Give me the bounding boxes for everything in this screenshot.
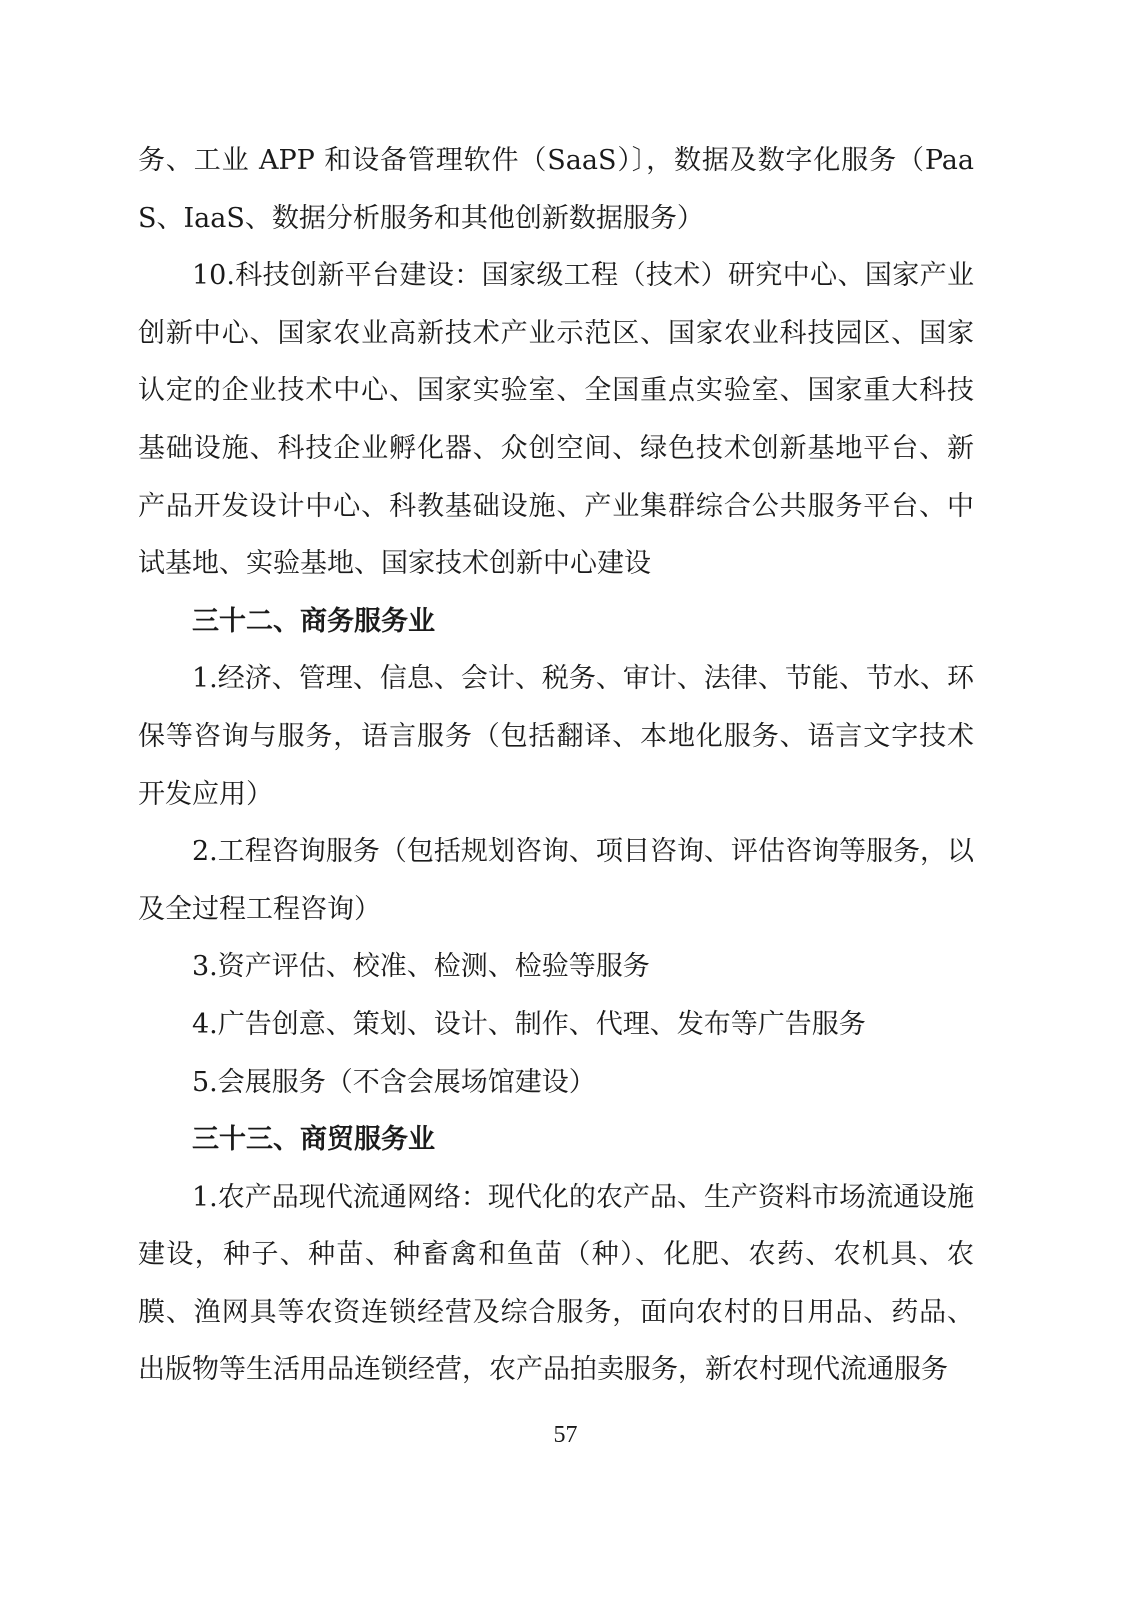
section-heading-trade-services: 三十三、商贸服务业 [192,1124,435,1156]
list-item-consulting-services: 1.经济、管理、信息、会计、税务、审计、法律、节能、节水、环保等咨询与服务，语言服务（包括翻译、本地化服务、语言文字技术开发应用） [138,663,974,810]
list-item-asset-appraisal: 3.资产评估、校准、检测、检验等服务 [192,951,650,983]
list-item-tech-innovation-platform: 10.科技创新平台建设：国家级工程（技术）研究中心、国家产业创新中心、国家农业高新技术产业示范区、国家农业科技园区、国家认定的企业技术中心、国家实验室、全国重点实验室、国家重大科技基础设施、科技企业孵化器、众创空间、绿色技术创新基地平台、新产品开发设计中心、科教基础设施、产业集群综合公共服务平台、中试基地、实验基地、国家技术创新中心建设 [138,260,974,580]
page-number: 57 [553,1422,578,1448]
document-body [138,132,974,1399]
list-item-agri-circulation: 1.农产品现代流通网络：现代化的农产品、生产资料市场流通设施建设，种子、种苗、种畜禽和鱼苗（种）、化肥、农药、农机具、农膜、渔网具等农资连锁经营及综合服务，面向农村的日用品、药品、出版物等生活用品连锁经营，农产品拍卖服务，新农村现代流通服务 [138,1181,974,1386]
list-item-advertising: 4.广告创意、策划、设计、制作、代理、发布等广告服务 [192,1008,866,1040]
list-item-engineering-consulting: 2.工程咨询服务（包括规划咨询、项目咨询、评估咨询等服务，以及全过程工程咨询） [138,836,974,925]
list-item-exhibition: 5.会展服务（不含会展场馆建设） [192,1066,596,1098]
paragraph-continuation: 务、工业 APP 和设备管理软件（SaaS）〕，数据及数字化服务（PaaS、IaaS、数据分析服务和其他创新数据服务） [138,145,974,234]
section-heading-business-services: 三十二、商务服务业 [192,605,435,637]
